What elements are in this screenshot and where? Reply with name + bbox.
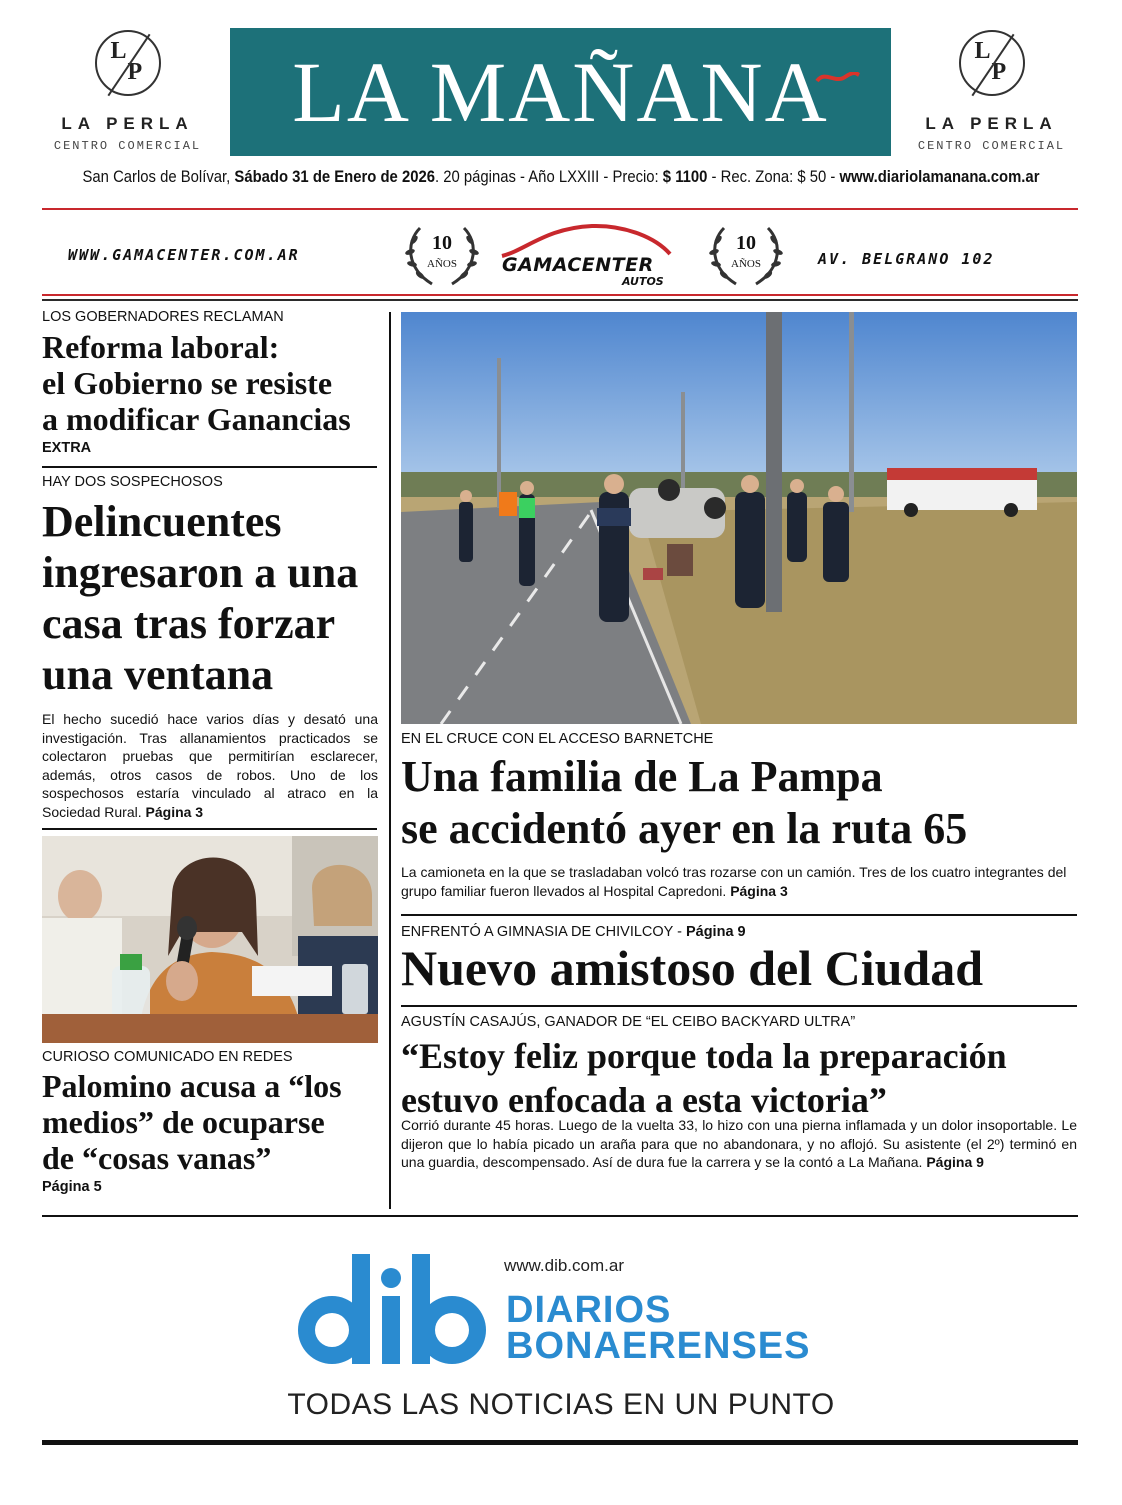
anniversary-laurel-icon: 10 AÑOS (402, 218, 482, 290)
article-headline: Nuevo amistoso del Ciudad (401, 940, 984, 996)
article-kicker: LOS GOBERNADORES RECLAMAN (42, 309, 284, 325)
article-casajus[interactable] (401, 1014, 1081, 1172)
sponsor-subtitle: CENTRO COMERCIAL (917, 139, 1066, 153)
article-summary: El hecho sucedió hace varios días y desató una investigación. Tras allanamientos practicados se colectaron pruebas que permitirían esclarecer, además, otros casos de robos. Uno de los sospechosos estaría vinculado al atraco en la Sociedad Rural. Página 3 (42, 711, 378, 820)
gamacenter-address: AV. BELGRANO 102 (818, 250, 995, 268)
anniversary-laurel-icon: 10 AÑOS (706, 218, 786, 290)
page-reference: Página 5 (42, 1179, 102, 1195)
la-perla-logo-icon: L P (959, 30, 1025, 96)
divider (42, 466, 377, 468)
newspaper-title: LA MAÑANA (292, 44, 829, 140)
ad-diarios-bonaerenses[interactable] (290, 1250, 850, 1380)
ad-gamacenter[interactable] (42, 214, 1078, 294)
article-summary: La camioneta en la que se trasladaban volcó tras rozarse con un camión. Tres de los cuatro integrantes del grupo familiar fueron llevados al Hospital Capredoni. Página 3 (401, 864, 1067, 899)
article-kicker: HAY DOS SOSPECHOSOS (42, 474, 223, 490)
article-familia-la-pampa[interactable] (401, 731, 1081, 900)
newspaper-title-banner (230, 28, 891, 156)
article-kicker: EN EL CRUCE CON EL ACCESO BARNETCHE (401, 731, 714, 747)
gamacenter-logo: GAMACENTER AUTOS (496, 220, 676, 290)
photo-accidente-ruta-65 (401, 312, 1077, 724)
divider (401, 914, 1077, 916)
dib-tagline: TODAS LAS NOTICIAS EN UN PUNTO (287, 1388, 835, 1421)
sponsor-name: LA PERLA (61, 114, 194, 133)
page-reference: Página 3 (145, 803, 204, 820)
sponsor-la-perla-left (40, 30, 215, 153)
divider (401, 1005, 1077, 1007)
sponsor-subtitle: CENTRO COMERCIAL (53, 139, 202, 153)
section-tag: EXTRA (42, 440, 92, 456)
article-kicker: AGUSTÍN CASAJÚS, GANADOR DE “EL CEIBO BACKYARD ULTRA” (401, 1014, 856, 1030)
divider-dark (42, 299, 1078, 301)
sponsor-name: LA PERLA (925, 114, 1058, 133)
article-headline: “Estoy feliz porque toda la preparación estuvo enfocada a esta victoria” (401, 1036, 1007, 1120)
article-kicker: ENFRENTÓ A GIMNASIA DE CHIVILCOY - Página 9 (401, 924, 746, 940)
sponsor-la-perla-right (904, 30, 1079, 153)
photo-palomino (42, 836, 378, 1043)
article-palomino[interactable] (42, 1049, 382, 1195)
dib-name: DIARIOS BONAERENSES (506, 1289, 811, 1367)
divider-red (42, 294, 1078, 296)
tilde-accent-icon (815, 72, 861, 84)
article-nuevo-amistoso[interactable] (401, 924, 1081, 996)
article-summary: Corrió durante 45 horas. Luego de la vuelta 33, lo hizo con una pierna inflamada y un dolor insoportable. Le dijeron que lo había picado un araña para que no abandonara, y no aflojó. Su asistente (el 2º) terminó en una guardia, descompensado. Así de dura fue la carrera y se la contó a La Mañana. Página 9 (401, 1117, 1077, 1170)
article-delincuentes[interactable] (42, 474, 378, 821)
article-headline: Palomino acusa a “los medios” de ocuparse de “cosas vanas” (42, 1068, 342, 1176)
dib-logo-icon (296, 1254, 492, 1374)
divider (42, 828, 377, 830)
gamacenter-url: WWW.GAMACENTER.COM.AR (68, 246, 300, 264)
article-headline: Delincuentes ingresaron a una casa tras forzar una ventana (42, 497, 359, 699)
footer-rule (42, 1440, 1078, 1445)
divider (42, 1215, 1078, 1217)
article-headline: Reforma laboral: el Gobierno se resiste a modificar Ganancias (42, 329, 351, 437)
article-headline: Una familia de La Pampa se accidentó ayer en la ruta 65 (401, 752, 968, 853)
page-reference: Página 9 (685, 924, 746, 940)
dib-url: www.dib.com.ar (504, 1256, 624, 1275)
page-reference: Página 3 (730, 882, 788, 899)
article-kicker: CURIOSO COMUNICADO EN REDES (42, 1049, 293, 1065)
website-link[interactable]: www.diariolamanana.com.ar (839, 168, 1040, 186)
article-reforma-laboral[interactable] (42, 309, 382, 456)
la-perla-logo-icon: L P (95, 30, 161, 96)
dateline: San Carlos de Bolívar, Sábado 31 de Enero de 2026. 20 páginas - Año LXXIII - Precio: $ 1100 - Rec. Zona: $ 50 - www.diariolamanana.com.ar (82, 168, 1040, 186)
column-divider (389, 312, 391, 1209)
divider-red (42, 208, 1078, 210)
page-reference: Página 9 (926, 1154, 984, 1170)
